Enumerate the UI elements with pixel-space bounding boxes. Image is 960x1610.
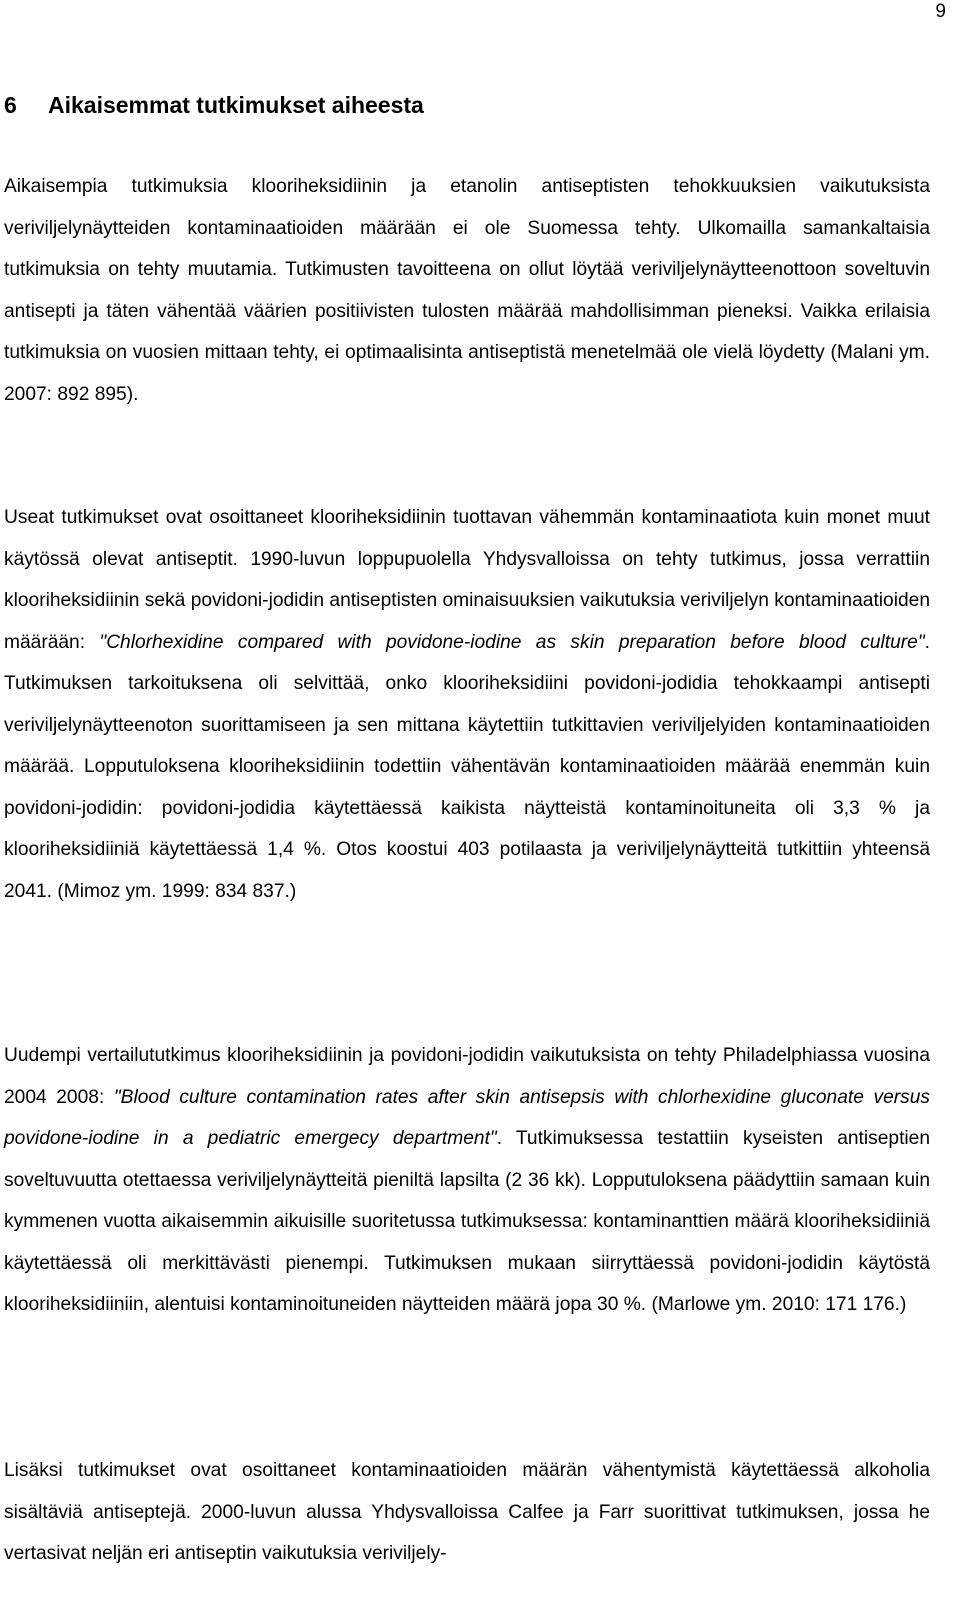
paragraph-3-text-a: Uudempi vertailututkimus klooriheksidiinin ja povidoni-jodidin vaikutuksista on tehty Philadelphiassa vuosina 2004 2008:	[4, 1045, 930, 1108]
section-heading	[4, 90, 424, 120]
paragraph-2-study-title: "Chlorhexidine compared with povidone-iodine as skin preparation before blood culture"	[99, 631, 925, 653]
paragraph-1: Aikaisempia tutkimuksia klooriheksidiinin ja etanolin antiseptisten tehokkuuksien vaikutuksista veriviljelynäytteiden kontaminaatioiden määrään ei ole Suomessa tehty. Ulkomailla samankaltaisia tutkimuksia on tehty muutamia. Tutkimusten tavoitteena on ollut löytää veriviljelynäytteenottoon soveltuvin antisepti ja täten vähentää väärien positiivisten tulosten määrää mahdollisimman pieneksi. Vaikka erilaisia tutkimuksia on vuosien mittaan tehty, ei optimaalisinta antiseptistä menetelmää ole vielä löydetty (Malani ym. 2007: 892 895).	[4, 176, 930, 405]
paragraph-4: Lisäksi tutkimukset ovat osoittaneet kontaminaatioiden määrän vähentymistä käytettäessä alkoholia sisältäviä antiseptejä. 2000-luvun alussa Yhdysvalloissa Calfee ja Farr suorittivat tutkimuksen, jossa he vertasivat neljän eri antiseptin vaikutuksia veriviljely-	[4, 1460, 930, 1564]
paragraph-2-text-b: . Tutkimuksen tarkoituksena oli selvittää, onko klooriheksidiini povidoni-jodidia tehokkaampi antisepti veriviljelynäytteenoton suorittamiseen ja sen mittana käytettiin tutkittavien veriviljelyiden kontaminaatioiden määrää. Lopputuloksena klooriheksidiinin todettiin vähentävän kontaminaatioiden määrää enemmän kuin povidoni-jodidin: povidoni-jodidia käytettäessä kaikista näytteistä kontaminoituneita oli 3,3 % ja klooriheksidiiniä käytettäessä 1,4 %. Otos koostui 403 potilaasta ja veriviljelynäytteitä tutkittiin yhteensä 2041. (Mimoz ym. 1999: 834 837.)	[4, 631, 930, 902]
page-number: 9	[935, 1, 946, 22]
paragraph-3-text-b: . Tutkimuksessa testattiin kyseisten antiseptien soveltuvuutta otettaessa veriviljelynäytteitä pieniltä lapsilta (2 36 kk). Lopputuloksena päädyttiin samaan kuin kymmenen vuotta aikaisemmin aikuisille suoritetussa tutkimuksessa: kontaminanttien määrä klooriheksidiiniä käytettäessä oli merkittävästi pienempi. Tutkimuksen mukaan siirryttäessä povidoni-jodidin käytöstä klooriheksidiiniin, alentuisi kontaminoituneiden näytteiden määrä jopa 30 %. (Marlowe ym. 2010: 171 176.)	[4, 1128, 930, 1315]
section-number: 6	[4, 92, 17, 118]
paragraph-2	[4, 497, 930, 912]
paragraph-2-text-a: Useat tutkimukset ovat osoittaneet klooriheksidiinin tuottavan vähemmän kontaminaatiota kuin monet muut käytössä olevat antiseptit. 1990-luvun loppupuolella Yhdysvalloissa on tehty tutkimus, jossa verrattiin klooriheksidiinin sekä povidoni-jodidin antiseptisten ominaisuuksien vaikutuksia veriviljelyn kontaminaatioiden määrään:	[4, 507, 930, 653]
paragraph-3	[4, 1035, 930, 1326]
section-title: Aikaisemmat tutkimukset aiheesta	[48, 92, 424, 118]
paragraph-3-study-title: "Blood culture contamination rates after skin antisepsis with chlorhexidine gluconate versus povidone-iodine in a pediatric emergecy department"	[4, 1086, 930, 1149]
